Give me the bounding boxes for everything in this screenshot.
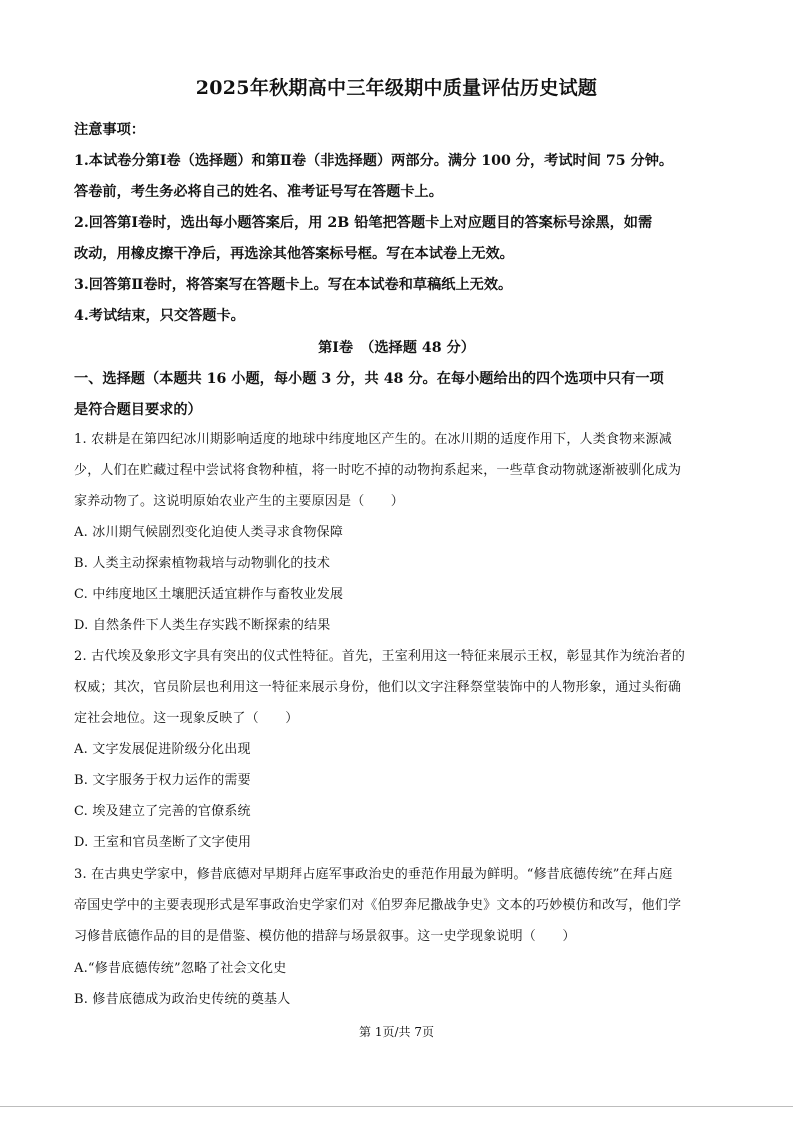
exam-title: 2025年秋期高中三年级期中质量评估历史试题 (195, 77, 598, 99)
question-1-option-a: A. 冰川期气候剧烈变化迫使人类寻求食物保障 (74, 525, 344, 540)
question-3-option-b: B. 修昔底德成为政治史传统的奠基人 (74, 992, 291, 1007)
notice-heading: 注意事项： (74, 122, 145, 138)
notice-line-3: 2.回答第Ⅰ卷时，选出每小题答案后，用 2B 铅笔把答题卡上对应题目的答案标号涂黑，如需 (74, 215, 653, 231)
question-1-option-c: C. 中纬度地区土壤肥沃适宜耕作与畜牧业发展 (74, 587, 344, 602)
question-2-option-c: C. 埃及建立了完善的官僚系统 (74, 804, 251, 819)
question-1-option-b: B. 人类主动探索植物栽培与动物驯化的技术 (74, 556, 331, 571)
question-2-stem-line-1: 2. 古代埃及象形文字具有突出的仪式性特征。首先，王室利用这一特征来展示王权，彰显其作为统治者的 (74, 649, 686, 664)
question-2-stem-line-2: 权威；其次，官员阶层也利用这一特征来展示身份，他们以文字注释祭堂装饰中的人物形象，通过头衔确 (74, 680, 682, 695)
question-3-option-a: A.“修昔底德传统”忽略了社会文化史 (74, 961, 287, 976)
question-2-option-a: A. 文字发展促进阶级分化出现 (74, 742, 251, 757)
notice-line-4: 改动，用橡皮擦干净后，再选涂其他答案标号框。写在本试卷上无效。 (74, 246, 514, 262)
section-instruction-line-1: 一、选择题（本题共 16 小题，每小题 3 分，共 48 分。在每小题给出的四个选项中只有一项 (74, 371, 664, 387)
question-2-option-b: B. 文字服务于权力运作的需要 (74, 773, 251, 788)
question-2-option-d: D. 王室和官员垄断了文字使用 (74, 835, 252, 850)
notice-line-5: 3.回答第Ⅱ卷时，将答案写在答题卡上。写在本试卷和草稿纸上无效。 (74, 277, 513, 293)
section-instruction-line-2: 是符合题目要求的） (74, 402, 202, 418)
question-1-stem-line-2: 少，人们在贮藏过程中尝试将食物种植，将一时吃不掉的动物拘系起来，一些草食动物就逐渐被驯化成为 (74, 463, 682, 478)
part1-heading: 第Ⅰ卷 （选择题 48 分） (318, 340, 475, 356)
question-3-stem-line-3: 习修昔底德作品的目的是借鉴、模仿他的措辞与场景叙事。这一史学现象说明（ ） (74, 929, 576, 944)
question-1-stem-line-3: 家养动物了。这说明原始农业产生的主要原因是（ ） (74, 494, 405, 509)
notice-line-2: 答卷前，考生务必将自己的姓名、准考证号写在答题卡上。 (74, 184, 443, 200)
question-3-stem-line-2: 帝国史学中的主要表现形式是军事政治史学家们对《伯罗奔尼撒战争史》文本的巧妙模仿和改写，他们学 (74, 898, 682, 913)
page-number-footer: 第 1页/共 7页 (359, 1025, 434, 1039)
question-2-stem-line-3: 定社会地位。这一现象反映了（ ） (74, 711, 299, 726)
notice-line-6: 4.考试结束，只交答题卡。 (74, 308, 245, 324)
notice-line-1: 1.本试卷分第Ⅰ卷（选择题）和第Ⅱ卷（非选择题）两部分。满分 100 分，考试时间 75 分钟。 (74, 153, 674, 169)
question-1-stem-line-1: 1. 农耕是在第四纪冰川期影响适度的地球中纬度地区产生的。在冰川期的适度作用下，人类食物来源减 (74, 432, 672, 447)
page-bottom-rule (0, 1106, 793, 1107)
question-1-option-d: D. 自然条件下人类生存实践不断探索的结果 (74, 618, 331, 633)
question-3-stem-line-1: 3. 在古典史学家中，修昔底德对早期拜占庭军事政治史的垂范作用最为鲜明。“修昔底德传统”在拜占庭 (74, 867, 673, 882)
